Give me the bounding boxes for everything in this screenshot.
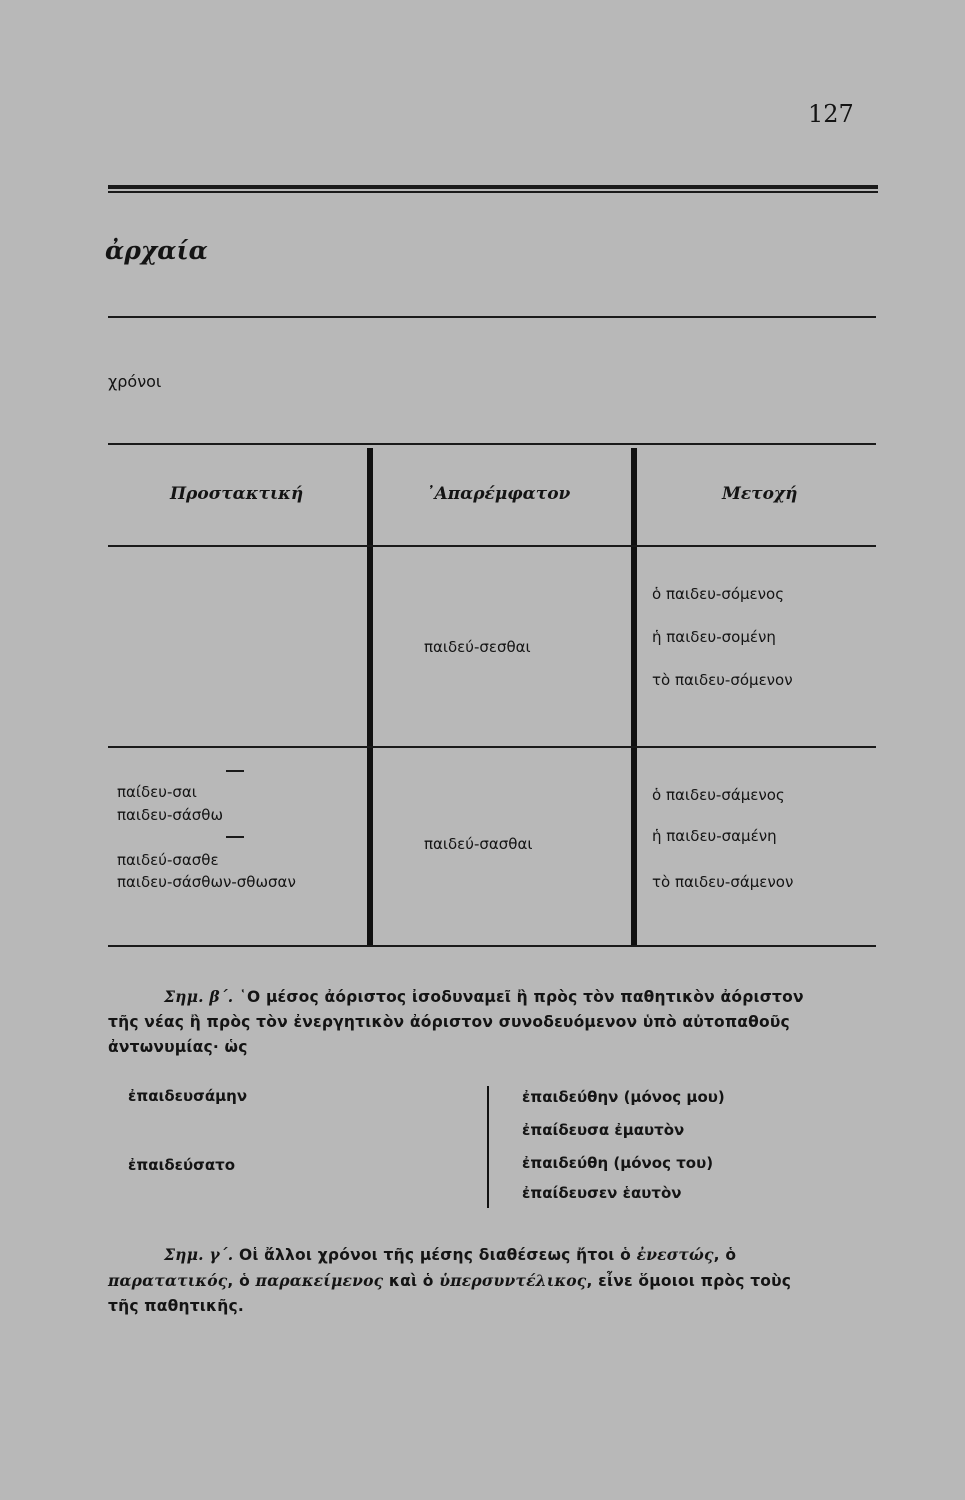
- participle-masculine: ὁ παιδευ-σόμενος: [652, 585, 785, 603]
- note-b: [108, 984, 888, 1060]
- note-c: [108, 1242, 888, 1319]
- top-rule: [108, 185, 878, 189]
- note-c-text: Οἱ ἄλλοι χρόνοι τῆς μέσης διαθέσεως ἤτοι ὁ: [238, 1246, 631, 1264]
- participle-feminine: ἡ παιδευ-σαμένη: [652, 827, 777, 845]
- note-b-text-1: ῾Ο μέσος ἀόριστος ἰσοδυναμεῖ ἢ πρὸς τὸν παθητικὸν ἀόριστον: [239, 988, 804, 1006]
- example-right-4: ἐπαίδευσεν ἑαυτὸν: [522, 1184, 682, 1202]
- note-c-text: , ὁ: [713, 1246, 737, 1264]
- macron-mark: [226, 770, 244, 772]
- note-c-line-3: τῆς παθητικῆς.: [108, 1297, 244, 1315]
- example-right-3: ἐπαιδεύθη (μόνος του): [522, 1154, 714, 1172]
- example-right-1: ἐπαιδεύθην (μόνος μου): [522, 1088, 725, 1106]
- header-bottom-rule: [108, 545, 876, 547]
- infinitive-cell: παιδεύ-σεσθαι: [424, 638, 531, 656]
- header-participle: Μετοχή: [722, 484, 798, 504]
- column-divider-1: [367, 448, 373, 945]
- examples-divider: [487, 1086, 489, 1208]
- note-b-line-1: [108, 984, 888, 1010]
- rule-after-title: [108, 316, 876, 318]
- note-c-label: Σημ. γ΄.: [164, 1245, 234, 1264]
- top-rule-thin: [108, 191, 878, 193]
- imperative-2sg: παίδευ-σαι: [117, 783, 197, 801]
- participle-neuter: τὸ παιδευ-σόμενον: [652, 671, 793, 689]
- column-divider-2: [631, 448, 637, 945]
- table-bottom-rule: [108, 945, 876, 947]
- note-b-line-3: ἀντωνυμίας· ὡς: [108, 1038, 248, 1056]
- note-c-text: , εἶνε ὅμοιοι πρὸς τοὺς: [586, 1272, 792, 1290]
- note-b-label: Σημ. β΄.: [164, 987, 234, 1006]
- note-c-text: , ὁ: [227, 1272, 250, 1290]
- term-parakeimenos: παρακείμενος: [255, 1271, 384, 1290]
- table-top-rule: [108, 443, 876, 445]
- example-right-2: ἐπαίδευσα ἐμαυτὸν: [522, 1121, 685, 1139]
- note-c-line-2: [108, 1268, 888, 1294]
- note-c-line-1: [108, 1242, 888, 1268]
- macron-mark: [226, 836, 244, 838]
- tenses-label: χρόνοι: [108, 372, 162, 391]
- participle-neuter: τὸ παιδευ-σάμενον: [652, 873, 794, 891]
- example-left-1: ἐπαιδευσάμην: [128, 1087, 248, 1105]
- note-c-text: καὶ ὁ: [388, 1272, 434, 1290]
- infinitive-cell: παιδεύ-σασθαι: [424, 835, 533, 853]
- participle-masculine: ὁ παιδευ-σάμενος: [652, 786, 785, 804]
- note-b-line-2: τῆς νέας ἢ πρὸς τὸν ἐνεργητικὸν ἀόριστον συνοδευόμενον ὑπὸ αὐτοπαθοῦς: [108, 1013, 790, 1031]
- section-title: ἀρχαία: [105, 236, 208, 265]
- term-hypersyntelikos: ὑπερσυντέλικος: [439, 1271, 587, 1290]
- participle-feminine: ἡ παιδευ-σομένη: [652, 628, 776, 646]
- example-left-2: ἐπαιδεύσατο: [128, 1156, 236, 1174]
- term-paratatikos: παρατατικός: [108, 1271, 228, 1290]
- page-number: 127: [808, 100, 854, 128]
- header-imperative: Προστακτική: [170, 484, 304, 504]
- row-divider-rule: [108, 746, 876, 748]
- header-infinitive: ᾿Απαρέμφατον: [426, 484, 571, 504]
- term-enestos: ἐνεστώς: [636, 1245, 714, 1264]
- imperative-2pl: παιδεύ-σασθε: [117, 851, 219, 869]
- imperative-3pl: παιδευ-σάσθων-σθωσαν: [117, 873, 296, 891]
- imperative-3sg: παιδευ-σάσθω: [117, 806, 224, 824]
